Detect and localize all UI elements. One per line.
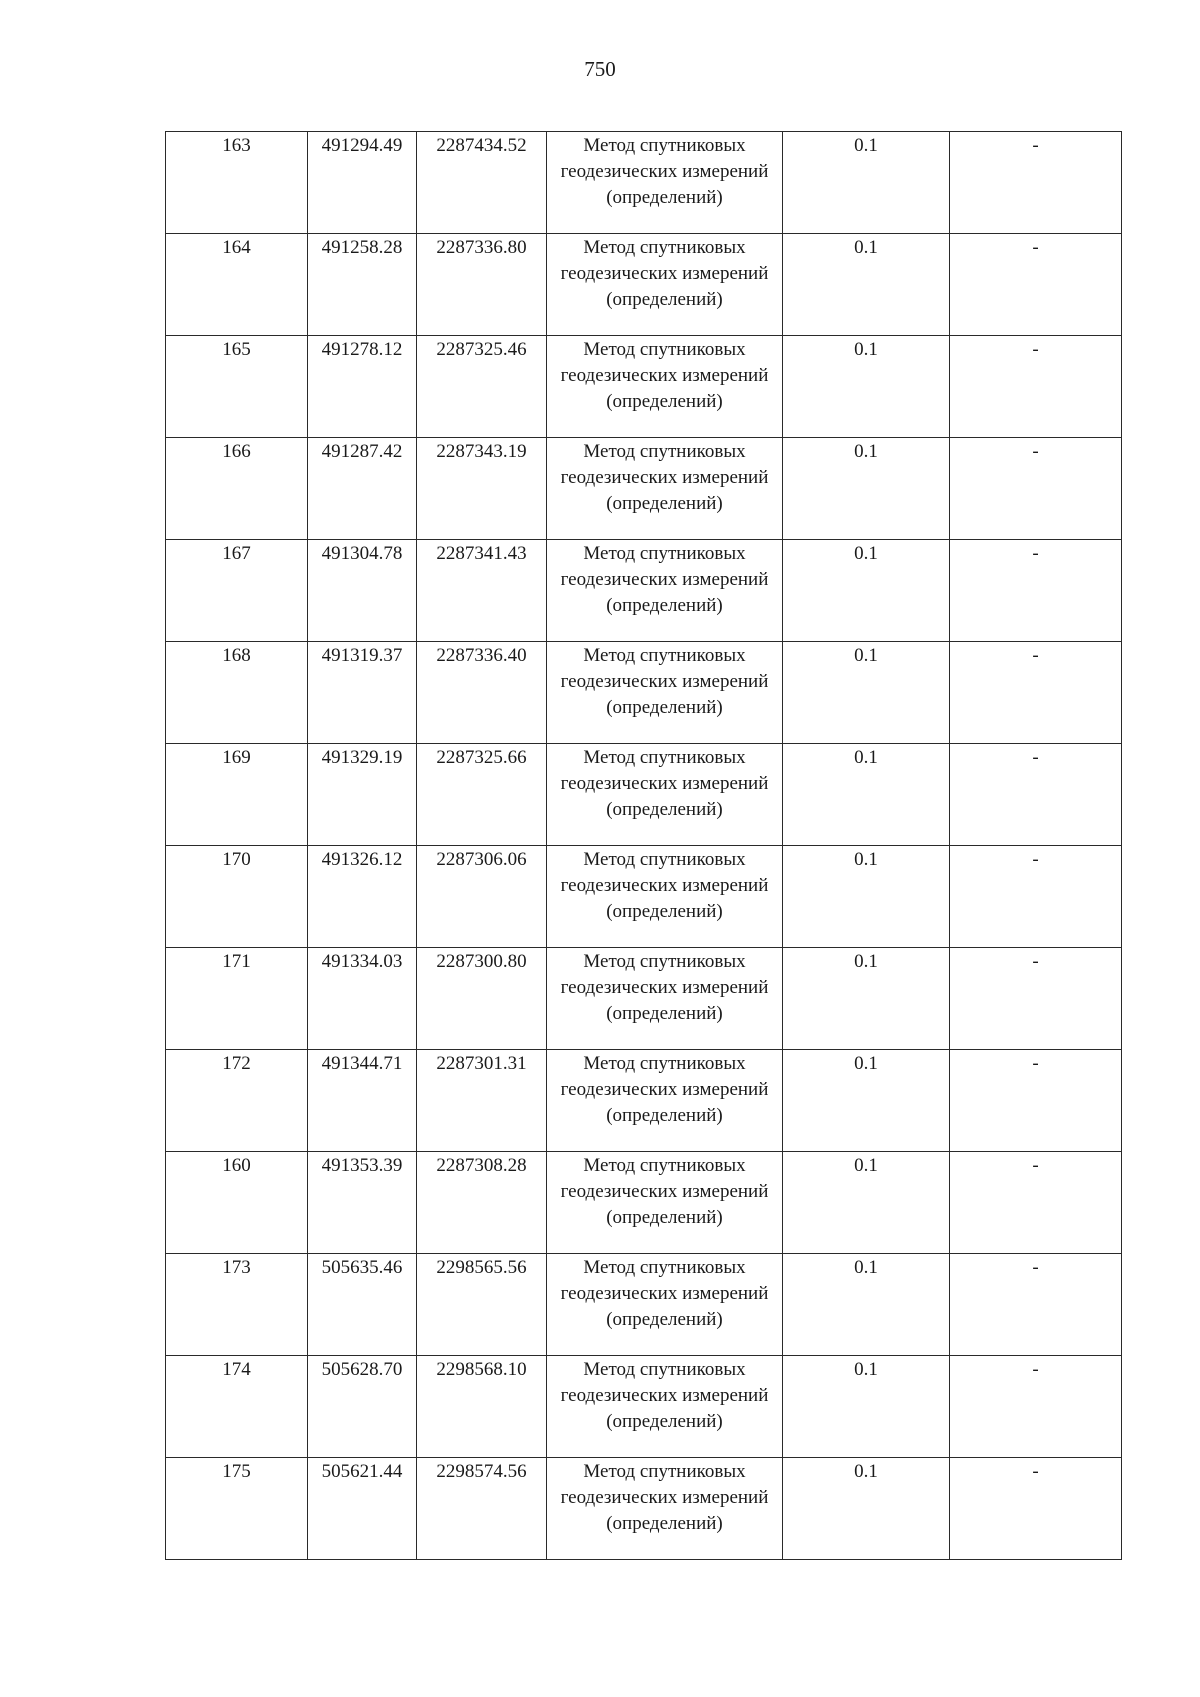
table-row	[166, 1356, 1122, 1458]
point-number-cell	[166, 336, 308, 438]
y-coordinate-cell	[417, 336, 547, 438]
x-coordinate-cell	[308, 1152, 417, 1254]
accuracy-cell-text: 0.1	[854, 339, 878, 360]
y-coordinate-cell-text: 2287343.19	[436, 441, 527, 462]
method-cell	[547, 948, 783, 1050]
table-row	[166, 132, 1122, 234]
point-number-cell-text: 174	[222, 1359, 251, 1380]
method-cell-text: Метод спутниковых геодезических измерений (определений)	[560, 1155, 769, 1228]
point-number-cell-text: 171	[222, 951, 251, 972]
y-coordinate-cell	[417, 438, 547, 540]
y-coordinate-cell	[417, 234, 547, 336]
y-coordinate-cell-text: 2287336.40	[436, 645, 527, 666]
point-number-cell-text: 167	[222, 543, 251, 564]
description-cell-text: -	[1032, 135, 1039, 156]
point-number-cell	[166, 1254, 308, 1356]
point-number-cell	[166, 642, 308, 744]
accuracy-cell-text: 0.1	[854, 135, 878, 156]
accuracy-cell	[783, 744, 950, 846]
accuracy-cell-text: 0.1	[854, 849, 878, 870]
description-cell	[950, 540, 1122, 642]
x-coordinate-cell-text: 491319.37	[321, 645, 403, 666]
y-coordinate-cell	[417, 948, 547, 1050]
description-cell	[950, 438, 1122, 540]
y-coordinate-cell-text: 2287341.43	[436, 543, 527, 564]
y-coordinate-cell	[417, 1152, 547, 1254]
x-coordinate-cell-text: 491278.12	[321, 339, 403, 360]
method-cell-text: Метод спутниковых геодезических измерений (определений)	[560, 1257, 769, 1330]
point-number-cell	[166, 132, 308, 234]
table-row	[166, 1458, 1122, 1560]
description-cell	[950, 1356, 1122, 1458]
description-cell-text: -	[1032, 645, 1039, 666]
point-number-cell	[166, 1050, 308, 1152]
accuracy-cell	[783, 1356, 950, 1458]
y-coordinate-cell	[417, 744, 547, 846]
x-coordinate-cell-text: 491334.03	[321, 951, 403, 972]
x-coordinate-cell	[308, 336, 417, 438]
x-coordinate-cell-text: 491326.12	[321, 849, 403, 870]
table-row	[166, 540, 1122, 642]
method-cell	[547, 234, 783, 336]
x-coordinate-cell	[308, 540, 417, 642]
accuracy-cell-text: 0.1	[854, 645, 878, 666]
x-coordinate-cell-text: 491304.78	[321, 543, 403, 564]
method-cell	[547, 132, 783, 234]
accuracy-cell	[783, 1152, 950, 1254]
point-number-cell-text: 160	[222, 1155, 251, 1176]
x-coordinate-cell-text: 491353.39	[321, 1155, 403, 1176]
description-cell	[950, 1152, 1122, 1254]
x-coordinate-cell	[308, 642, 417, 744]
table-row	[166, 1254, 1122, 1356]
y-coordinate-cell-text: 2287308.28	[436, 1155, 527, 1176]
y-coordinate-cell-text: 2287306.06	[436, 849, 527, 870]
point-number-cell	[166, 1458, 308, 1560]
y-coordinate-cell	[417, 540, 547, 642]
accuracy-cell	[783, 234, 950, 336]
x-coordinate-cell-text: 491287.42	[321, 441, 403, 462]
table-row	[166, 234, 1122, 336]
y-coordinate-cell-text: 2298565.56	[436, 1257, 527, 1278]
accuracy-cell-text: 0.1	[854, 747, 878, 768]
y-coordinate-cell	[417, 132, 547, 234]
point-number-cell	[166, 1152, 308, 1254]
x-coordinate-cell-text: 491344.71	[321, 1053, 403, 1074]
accuracy-cell	[783, 1254, 950, 1356]
accuracy-cell	[783, 1050, 950, 1152]
x-coordinate-cell-text: 491258.28	[321, 237, 403, 258]
description-cell-text: -	[1032, 1359, 1039, 1380]
y-coordinate-cell	[417, 1458, 547, 1560]
point-number-cell	[166, 948, 308, 1050]
x-coordinate-cell	[308, 1356, 417, 1458]
x-coordinate-cell	[308, 1458, 417, 1560]
method-cell	[547, 438, 783, 540]
point-number-cell-text: 164	[222, 237, 251, 258]
x-coordinate-cell	[308, 234, 417, 336]
description-cell-text: -	[1032, 339, 1039, 360]
point-number-cell-text: 172	[222, 1053, 251, 1074]
description-cell-text: -	[1032, 1053, 1039, 1074]
point-number-cell	[166, 846, 308, 948]
y-coordinate-cell	[417, 1050, 547, 1152]
x-coordinate-cell-text: 491294.49	[321, 135, 403, 156]
x-coordinate-cell	[308, 846, 417, 948]
x-coordinate-cell	[308, 744, 417, 846]
accuracy-cell-text: 0.1	[854, 1257, 878, 1278]
y-coordinate-cell	[417, 846, 547, 948]
point-number-cell-text: 169	[222, 747, 251, 768]
point-number-cell	[166, 234, 308, 336]
method-cell	[547, 1152, 783, 1254]
point-number-cell-text: 168	[222, 645, 251, 666]
method-cell	[547, 1254, 783, 1356]
accuracy-cell	[783, 948, 950, 1050]
point-number-cell-text: 170	[222, 849, 251, 870]
method-cell	[547, 1050, 783, 1152]
y-coordinate-cell-text: 2287325.66	[436, 747, 527, 768]
table-row	[166, 948, 1122, 1050]
coordinates-table	[165, 131, 1122, 1560]
method-cell-text: Метод спутниковых геодезических измерений (определений)	[560, 543, 769, 616]
x-coordinate-cell	[308, 1050, 417, 1152]
table-row	[166, 744, 1122, 846]
method-cell	[547, 336, 783, 438]
accuracy-cell	[783, 846, 950, 948]
description-cell	[950, 1050, 1122, 1152]
method-cell-text: Метод спутниковых геодезических измерений (определений)	[560, 747, 769, 820]
accuracy-cell	[783, 1458, 950, 1560]
method-cell-text: Метод спутниковых геодезических измерений (определений)	[560, 849, 769, 922]
y-coordinate-cell-text: 2298568.10	[436, 1359, 527, 1380]
point-number-cell-text: 173	[222, 1257, 251, 1278]
y-coordinate-cell-text: 2287434.52	[436, 135, 527, 156]
accuracy-cell-text: 0.1	[854, 1359, 878, 1380]
y-coordinate-cell	[417, 1254, 547, 1356]
table-row	[166, 1050, 1122, 1152]
accuracy-cell-text: 0.1	[854, 543, 878, 564]
description-cell-text: -	[1032, 237, 1039, 258]
description-cell	[950, 846, 1122, 948]
description-cell-text: -	[1032, 543, 1039, 564]
x-coordinate-cell	[308, 1254, 417, 1356]
point-number-cell	[166, 438, 308, 540]
description-cell	[950, 744, 1122, 846]
method-cell-text: Метод спутниковых геодезических измерений (определений)	[560, 1053, 769, 1126]
point-number-cell	[166, 1356, 308, 1458]
description-cell	[950, 642, 1122, 744]
method-cell-text: Метод спутниковых геодезических измерений (определений)	[560, 645, 769, 718]
x-coordinate-cell-text: 505635.46	[321, 1257, 403, 1278]
y-coordinate-cell-text: 2287336.80	[436, 237, 527, 258]
description-cell	[950, 1254, 1122, 1356]
method-cell-text: Метод спутниковых геодезических измерений (определений)	[560, 1461, 769, 1534]
x-coordinate-cell-text: 505628.70	[321, 1359, 403, 1380]
x-coordinate-cell-text: 505621.44	[321, 1461, 403, 1482]
description-cell	[950, 1458, 1122, 1560]
method-cell	[547, 744, 783, 846]
page-number: 750	[584, 57, 616, 81]
point-number-cell-text: 175	[222, 1461, 251, 1482]
accuracy-cell-text: 0.1	[854, 441, 878, 462]
point-number-cell-text: 166	[222, 441, 251, 462]
x-coordinate-cell-text: 491329.19	[321, 747, 403, 768]
description-cell-text: -	[1032, 1461, 1039, 1482]
point-number-cell	[166, 540, 308, 642]
method-cell	[547, 642, 783, 744]
description-cell-text: -	[1032, 1257, 1039, 1278]
x-coordinate-cell	[308, 948, 417, 1050]
accuracy-cell-text: 0.1	[854, 237, 878, 258]
accuracy-cell	[783, 540, 950, 642]
method-cell-text: Метод спутниковых геодезических измерений (определений)	[560, 1359, 769, 1432]
point-number-cell	[166, 744, 308, 846]
accuracy-cell	[783, 642, 950, 744]
description-cell-text: -	[1032, 1155, 1039, 1176]
y-coordinate-cell	[417, 642, 547, 744]
table-row	[166, 642, 1122, 744]
accuracy-cell	[783, 438, 950, 540]
table-row	[166, 438, 1122, 540]
method-cell-text: Метод спутниковых геодезических измерений (определений)	[560, 339, 769, 412]
method-cell-text: Метод спутниковых геодезических измерений (определений)	[560, 237, 769, 310]
point-number-cell-text: 163	[222, 135, 251, 156]
method-cell	[547, 1356, 783, 1458]
accuracy-cell-text: 0.1	[854, 1461, 878, 1482]
y-coordinate-cell	[417, 1356, 547, 1458]
table-row	[166, 1152, 1122, 1254]
table-row	[166, 336, 1122, 438]
method-cell	[547, 846, 783, 948]
description-cell-text: -	[1032, 849, 1039, 870]
point-number-cell-text: 165	[222, 339, 251, 360]
accuracy-cell-text: 0.1	[854, 1053, 878, 1074]
y-coordinate-cell-text: 2298574.56	[436, 1461, 527, 1482]
accuracy-cell-text: 0.1	[854, 1155, 878, 1176]
method-cell	[547, 540, 783, 642]
x-coordinate-cell	[308, 438, 417, 540]
accuracy-cell	[783, 132, 950, 234]
description-cell-text: -	[1032, 747, 1039, 768]
method-cell	[547, 1458, 783, 1560]
accuracy-cell	[783, 336, 950, 438]
description-cell	[950, 948, 1122, 1050]
method-cell-text: Метод спутниковых геодезических измерений (определений)	[560, 951, 769, 1024]
y-coordinate-cell-text: 2287301.31	[436, 1053, 527, 1074]
description-cell-text: -	[1032, 951, 1039, 972]
accuracy-cell-text: 0.1	[854, 951, 878, 972]
method-cell-text: Метод спутниковых геодезических измерений (определений)	[560, 441, 769, 514]
x-coordinate-cell	[308, 132, 417, 234]
y-coordinate-cell-text: 2287300.80	[436, 951, 527, 972]
description-cell	[950, 132, 1122, 234]
coordinates-table-body	[166, 132, 1122, 1560]
table-row	[166, 846, 1122, 948]
method-cell-text: Метод спутниковых геодезических измерений (определений)	[560, 135, 769, 208]
description-cell	[950, 234, 1122, 336]
description-cell	[950, 336, 1122, 438]
y-coordinate-cell-text: 2287325.46	[436, 339, 527, 360]
description-cell-text: -	[1032, 441, 1039, 462]
